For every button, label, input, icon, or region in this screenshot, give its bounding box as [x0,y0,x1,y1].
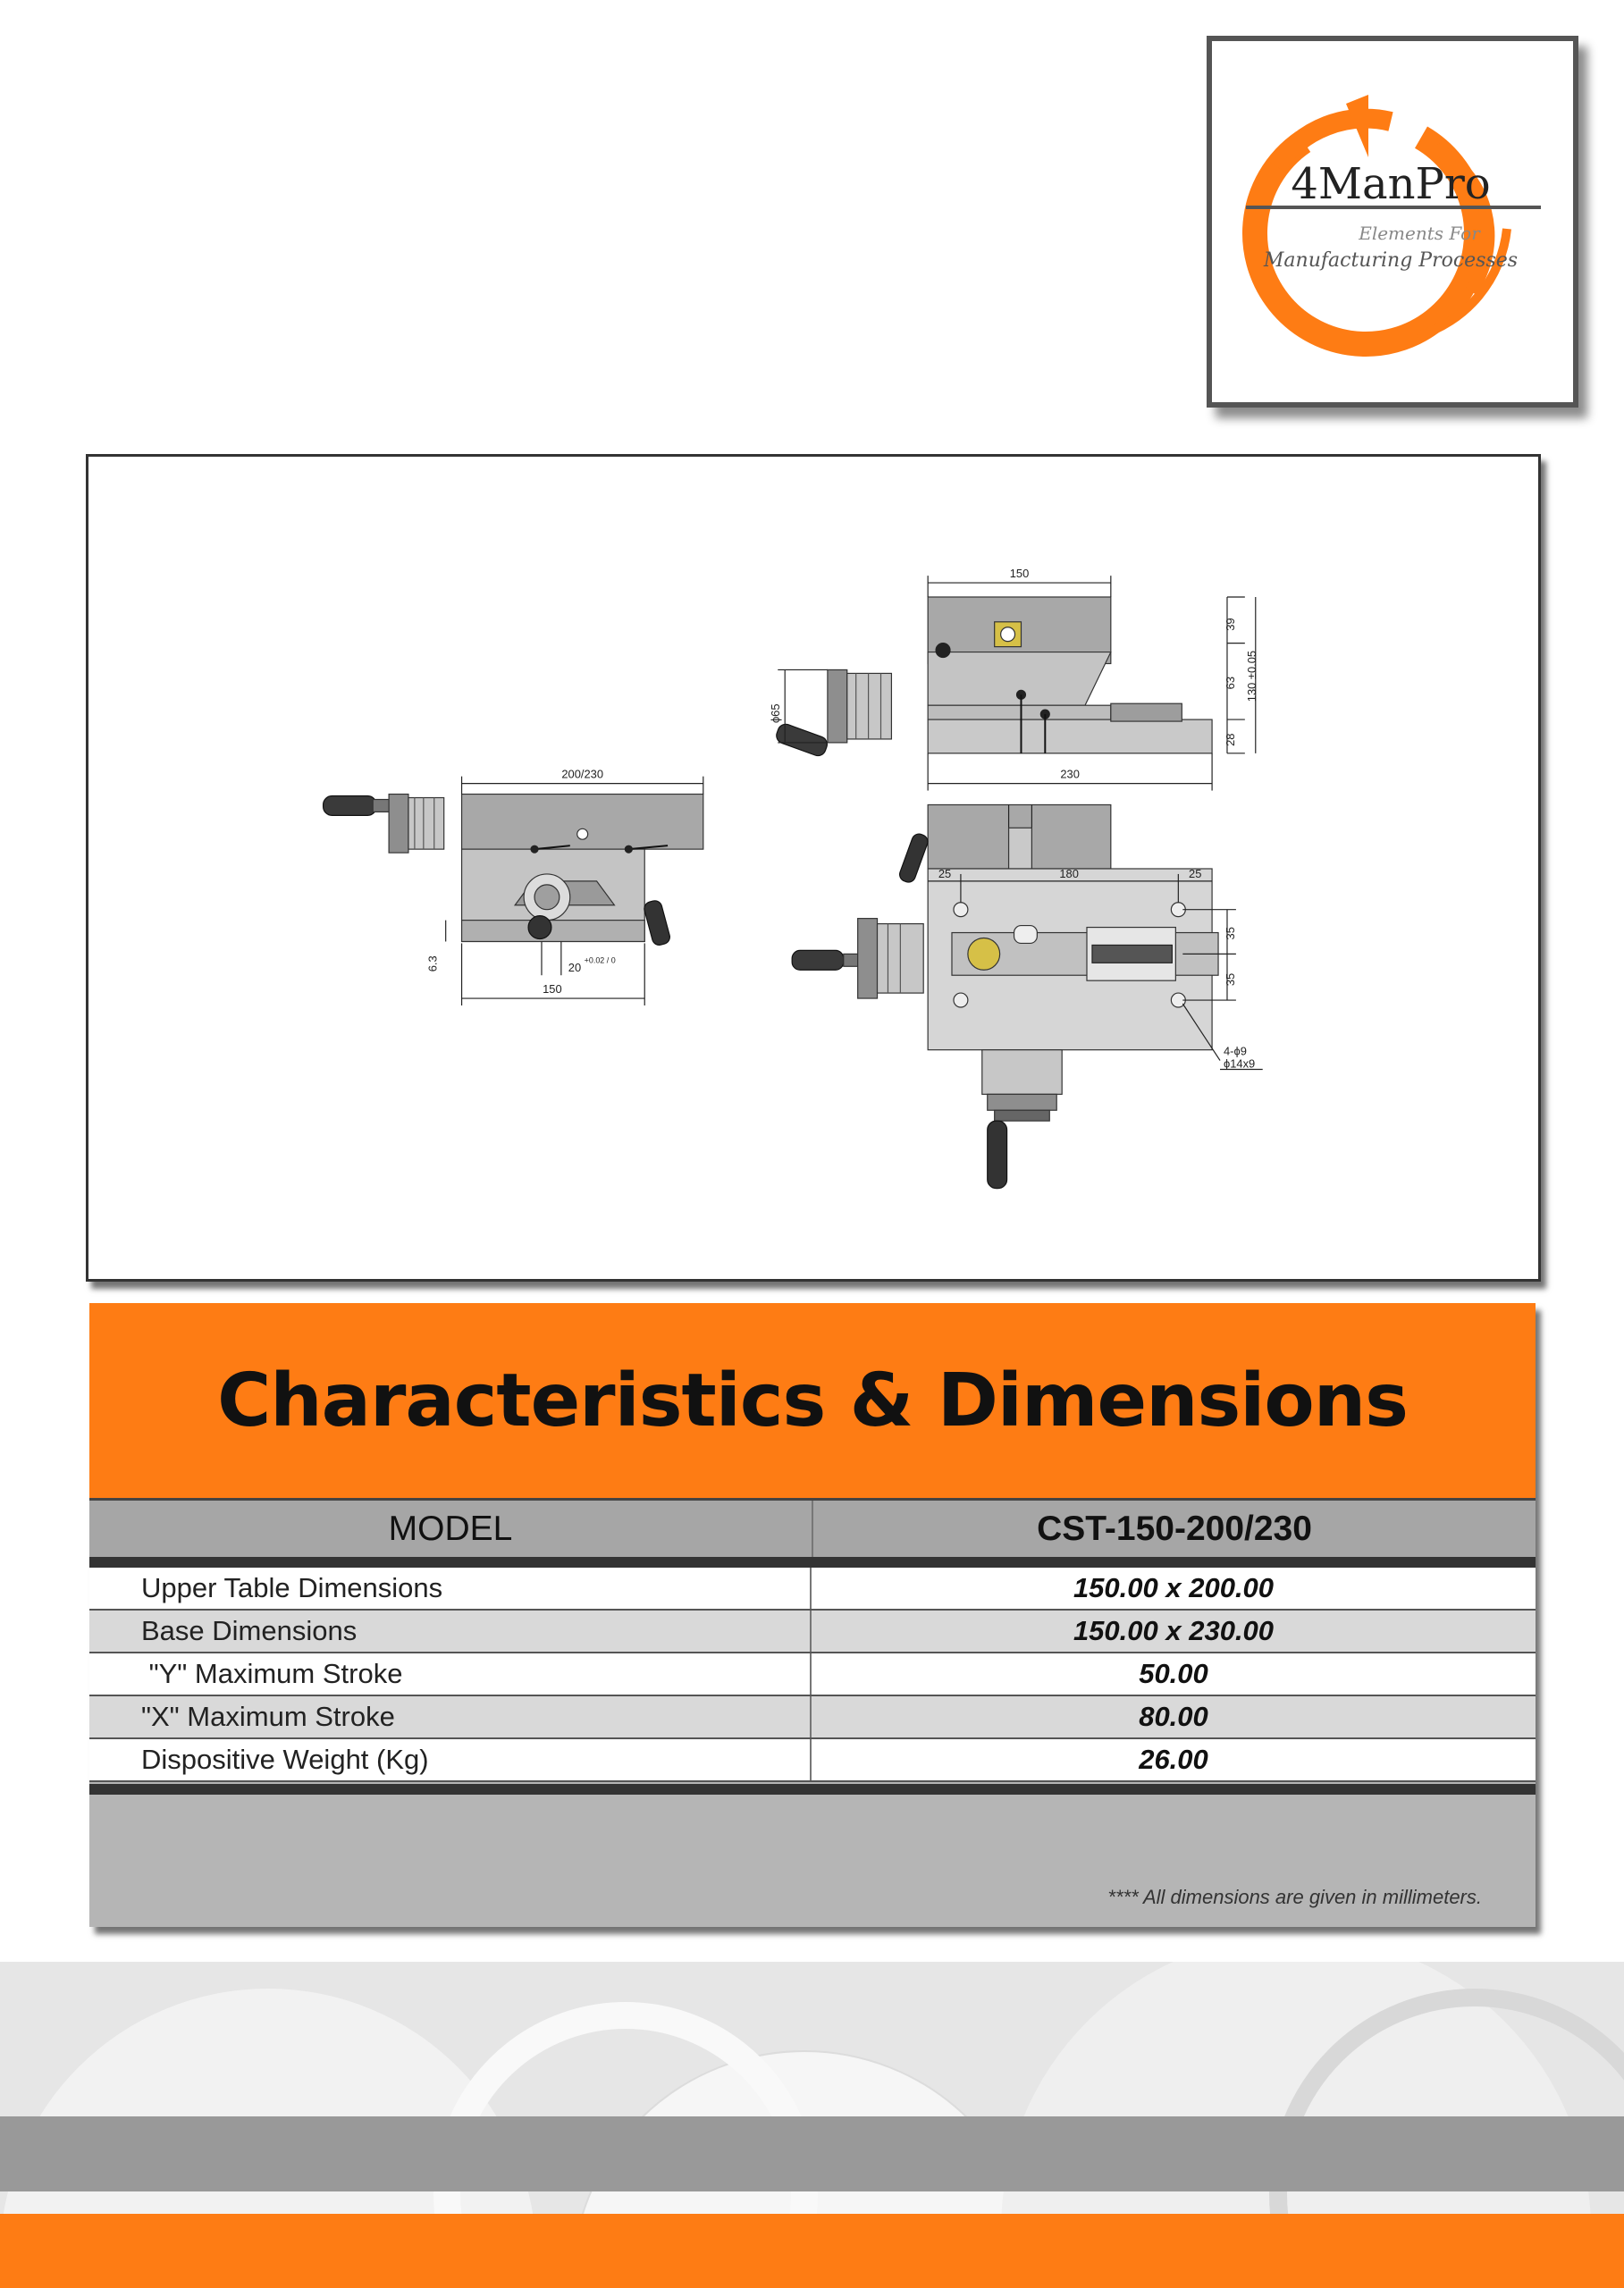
row-label: Dispositive Weight (Kg) [89,1739,812,1780]
dim-slot-tolerance: +0.02 / 0 [584,955,616,965]
dim-side-base: 150 [543,982,562,997]
side-view [324,768,703,1005]
row-value: 26.00 [1139,1744,1208,1775]
technical-drawing [88,457,1538,1279]
table-bottom-divider [89,1784,1536,1795]
dim-6-3: 6.3 [425,955,440,972]
dim-slot: 20 [568,961,582,975]
table-row [89,1739,1536,1782]
table-row [89,1653,1536,1696]
row-value: 50.00 [1139,1658,1208,1689]
spec-title: Characteristics & Dimensions [217,1358,1408,1443]
dim-35-bottom: 35 [1223,972,1237,987]
dim-side-width: 200/230 [561,767,604,781]
table-top-divider [89,1557,1536,1568]
logo-graphic [1212,41,1573,402]
dim-28: 28 [1223,733,1237,746]
dim-63: 63 [1223,676,1237,690]
row-value: 150.00 x 200.00 [1073,1572,1275,1603]
model-label: MODEL [89,1501,813,1557]
dim-diameter: ϕ65 [769,703,783,724]
company-logo [1207,36,1578,408]
units-footnote: **** All dimensions are given in millimeters. [1107,1886,1482,1908]
spec-header [89,1303,1536,1498]
row-label: Upper Table Dimensions [89,1568,812,1609]
technical-drawing-frame [86,454,1541,1282]
table-row [89,1611,1536,1653]
logo-tagline-1: Elements For [1359,223,1480,244]
dim-39: 39 [1223,618,1237,631]
front-view [769,567,1258,790]
dim-base-width: 230 [1060,767,1080,781]
footer-orange-bar [0,2214,1624,2288]
logo-tagline-2: Manufacturing Processes [1263,249,1519,272]
dim-top-width: 150 [1009,567,1030,581]
dim-25-right: 25 [1189,866,1202,880]
spec-card [89,1303,1536,1927]
table-row [89,1696,1536,1739]
hole-note-1: 4-ϕ9 [1224,1044,1247,1058]
table-row [89,1568,1536,1611]
dim-180: 180 [1059,866,1079,880]
model-value: CST-150-200/230 [1037,1509,1312,1548]
logo-brand-text: 4ManPro [1291,159,1491,209]
row-label: "X" Maximum Stroke [89,1696,812,1737]
row-value: 150.00 x 230.00 [1073,1615,1275,1646]
model-header-row [89,1498,1536,1557]
row-label: "Y" Maximum Stroke [89,1653,812,1695]
footer-gray-bar [0,2116,1624,2191]
spec-table [89,1568,1536,1782]
hole-note-2: ϕ14x9 [1224,1056,1256,1071]
dim-total-height: 130 ±0.05 [1244,650,1258,702]
row-label: Base Dimensions [89,1611,812,1652]
top-view [792,804,1263,1188]
dim-25-left: 25 [938,866,952,880]
dim-35-top: 35 [1223,927,1237,940]
row-value: 80.00 [1139,1701,1208,1732]
